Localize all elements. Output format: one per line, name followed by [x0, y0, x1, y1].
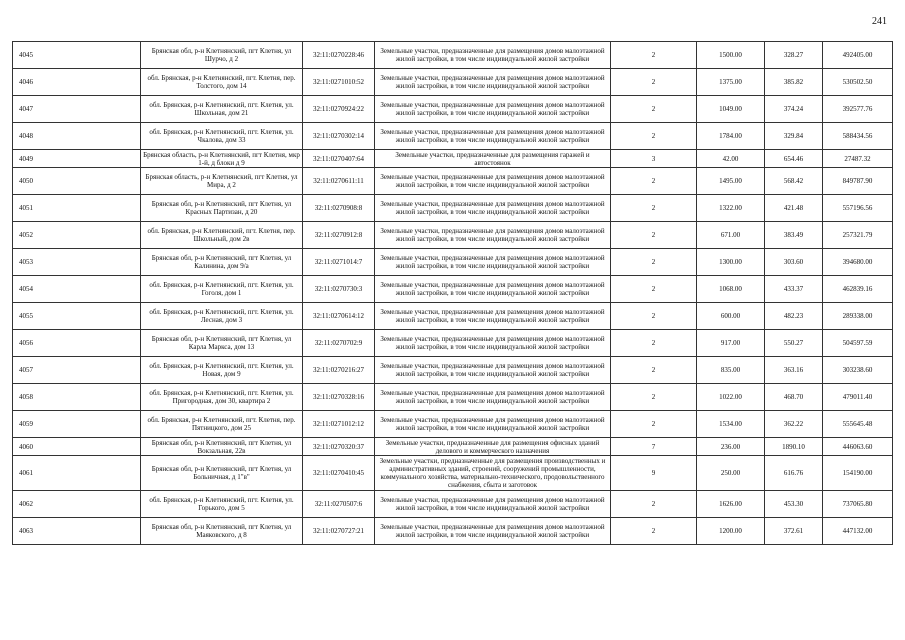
table-row: [13, 168, 893, 195]
address-cell: Брянская обл, р-н Клетнянский, пгт Клетня, ул Вокзальная, 22в: [141, 438, 303, 456]
cadastral-value-cell: 392577.76: [823, 96, 893, 123]
row-number-cell: 4051: [13, 195, 141, 222]
land-use-cell: Земельные участки, предназначенные для размещения домов малоэтажной жилой застройки, в том числе индивидуальной жилой застройки: [375, 195, 611, 222]
specific-value-cell: 433.37: [765, 276, 823, 303]
specific-value-cell: 374.24: [765, 96, 823, 123]
cadastral-value-cell: 394680.00: [823, 249, 893, 276]
address-cell: обл. Брянская, р-н Клетнянский, пгт. Клетня, пер. Пятницкого, дом 25: [141, 411, 303, 438]
land-use-cell: Земельные участки, предназначенные для размещения домов малоэтажной жилой застройки, в том числе индивидуальной жилой застройки: [375, 249, 611, 276]
address-cell: обл. Брянская, р-н Клетнянский, пгт. Клетня, пер. Школьный, дом 2в: [141, 222, 303, 249]
address-cell: Брянская обл, р-н Клетнянский, пгт Клетня, ул Шурчо, д 2: [141, 42, 303, 69]
land-use-cell: Земельные участки, предназначенные для размещения производственных и административных зданий, строений, сооружений промышленности, коммунального хозяйства, материально-технического, продовольственного снабжения, сбыта и заготовок: [375, 456, 611, 491]
table-row: [13, 222, 893, 249]
table-row: [13, 96, 893, 123]
cadastral-number-cell: 32:11:0270908:8: [303, 195, 375, 222]
table-row: [13, 384, 893, 411]
cadastral-value-cell: 257321.79: [823, 222, 893, 249]
group-cell: 3: [611, 150, 697, 168]
area-cell: 1534.00: [697, 411, 765, 438]
specific-value-cell: 654.46: [765, 150, 823, 168]
row-number-cell: 4058: [13, 384, 141, 411]
address-cell: Брянская обл, р-н Клетнянский, пгт Клетня, ул Красных Партизан, д 20: [141, 195, 303, 222]
cadastral-value-cell: 479011.40: [823, 384, 893, 411]
area-cell: 671.00: [697, 222, 765, 249]
specific-value-cell: 468.70: [765, 384, 823, 411]
area-cell: 250.00: [697, 456, 765, 491]
address-cell: обл. Брянская, р-н Клетнянский, пгт. Клетня, ул. Школьная, дом 21: [141, 96, 303, 123]
table-row: [13, 438, 893, 456]
row-number-cell: 4046: [13, 69, 141, 96]
group-cell: 2: [611, 303, 697, 330]
address-cell: обл. Брянская, р-н Клетнянский, пгт. Клетня, ул. Лесная, дом 3: [141, 303, 303, 330]
group-cell: 2: [611, 96, 697, 123]
cadastral-value-cell: 849787.90: [823, 168, 893, 195]
area-cell: 1068.00: [697, 276, 765, 303]
table-row: [13, 276, 893, 303]
specific-value-cell: 372.61: [765, 518, 823, 545]
cadastral-value-cell: 737065.80: [823, 491, 893, 518]
specific-value-cell: 568.42: [765, 168, 823, 195]
cadastral-number-cell: 32:11:0270228:46: [303, 42, 375, 69]
cadastral-number-cell: 32:11:0270611:11: [303, 168, 375, 195]
area-cell: 1300.00: [697, 249, 765, 276]
specific-value-cell: 329.84: [765, 123, 823, 150]
row-number-cell: 4053: [13, 249, 141, 276]
address-cell: обл. Брянская, р-н Клетнянский, пгт. Клетня, ул. Пригородная, дом 30, квартира 2: [141, 384, 303, 411]
area-cell: 1200.00: [697, 518, 765, 545]
address-cell: Брянская обл, р-н Клетнянский, пгт Клетня, ул Карла Маркса, дом 13: [141, 330, 303, 357]
land-use-cell: Земельные участки, предназначенные для размещения домов малоэтажной жилой застройки, в том числе индивидуальной жилой застройки: [375, 384, 611, 411]
table-row: [13, 330, 893, 357]
group-cell: 2: [611, 357, 697, 384]
row-number-cell: 4049: [13, 150, 141, 168]
land-use-cell: Земельные участки, предназначенные для размещения домов малоэтажной жилой застройки, в том числе индивидуальной жилой застройки: [375, 411, 611, 438]
group-cell: 2: [611, 330, 697, 357]
table-row: [13, 456, 893, 491]
cadastral-value-cell: 462839.16: [823, 276, 893, 303]
cadastral-number-cell: 32:11:0271010:52: [303, 69, 375, 96]
group-cell: 2: [611, 491, 697, 518]
cadastral-number-cell: 32:11:0270328:16: [303, 384, 375, 411]
row-number-cell: 4057: [13, 357, 141, 384]
group-cell: 2: [611, 42, 697, 69]
cadastral-value-cell: 154190.00: [823, 456, 893, 491]
address-cell: обл. Брянская, р-н Клетнянский, пгт. Клетня, пер. Толстого, дом 14: [141, 69, 303, 96]
group-cell: 2: [611, 384, 697, 411]
group-cell: 2: [611, 69, 697, 96]
area-cell: 835.00: [697, 357, 765, 384]
land-use-cell: Земельные участки, предназначенные для размещения гаражей и автостоянок: [375, 150, 611, 168]
land-use-cell: Земельные участки, предназначенные для размещения домов малоэтажной жилой застройки, в том числе индивидуальной жилой застройки: [375, 330, 611, 357]
land-use-cell: Земельные участки, предназначенные для размещения домов малоэтажной жилой застройки, в том числе индивидуальной жилой застройки: [375, 222, 611, 249]
cadastral-value-cell: 504597.59: [823, 330, 893, 357]
table-row: [13, 518, 893, 545]
specific-value-cell: 385.82: [765, 69, 823, 96]
row-number-cell: 4060: [13, 438, 141, 456]
cadastral-value-table: [12, 41, 893, 545]
land-use-cell: Земельные участки, предназначенные для размещения домов малоэтажной жилой застройки, в том числе индивидуальной жилой застройки: [375, 168, 611, 195]
specific-value-cell: 616.76: [765, 456, 823, 491]
row-number-cell: 4050: [13, 168, 141, 195]
group-cell: 2: [611, 518, 697, 545]
cadastral-value-cell: 588434.56: [823, 123, 893, 150]
group-cell: 2: [611, 222, 697, 249]
land-use-cell: Земельные участки, предназначенные для размещения домов малоэтажной жилой застройки, в том числе индивидуальной жилой застройки: [375, 303, 611, 330]
row-number-cell: 4047: [13, 96, 141, 123]
cadastral-value-cell: 289338.00: [823, 303, 893, 330]
cadastral-value-cell: 492405.00: [823, 42, 893, 69]
cadastral-value-cell: 27487.32: [823, 150, 893, 168]
cadastral-number-cell: 32:11:0270614:12: [303, 303, 375, 330]
table-row: [13, 150, 893, 168]
land-use-cell: Земельные участки, предназначенные для размещения домов малоэтажной жилой застройки, в том числе индивидуальной жилой застройки: [375, 69, 611, 96]
cadastral-value-cell: 446063.60: [823, 438, 893, 456]
area-cell: 917.00: [697, 330, 765, 357]
land-use-cell: Земельные участки, предназначенные для размещения домов малоэтажной жилой застройки, в том числе индивидуальной жилой застройки: [375, 491, 611, 518]
page-number: 241: [872, 16, 887, 27]
area-cell: 1375.00: [697, 69, 765, 96]
specific-value-cell: 383.49: [765, 222, 823, 249]
area-cell: 236.00: [697, 438, 765, 456]
table-row: [13, 249, 893, 276]
specific-value-cell: 303.60: [765, 249, 823, 276]
row-number-cell: 4063: [13, 518, 141, 545]
cadastral-number-cell: 32:11:0270216:27: [303, 357, 375, 384]
table-row: [13, 357, 893, 384]
specific-value-cell: 362.22: [765, 411, 823, 438]
cadastral-number-cell: 32:11:0270727:21: [303, 518, 375, 545]
row-number-cell: 4052: [13, 222, 141, 249]
cadastral-number-cell: 32:11:0270407:64: [303, 150, 375, 168]
address-cell: обл. Брянская, р-н Клетнянский, пгт. Клетня, ул. Гоголя, дом 1: [141, 276, 303, 303]
area-cell: 1049.00: [697, 96, 765, 123]
group-cell: 2: [611, 123, 697, 150]
cadastral-number-cell: 32:11:0270924:22: [303, 96, 375, 123]
cadastral-number-cell: 32:11:0270730:3: [303, 276, 375, 303]
specific-value-cell: 482.23: [765, 303, 823, 330]
table-row: [13, 491, 893, 518]
group-cell: 7: [611, 438, 697, 456]
group-cell: 2: [611, 168, 697, 195]
row-number-cell: 4059: [13, 411, 141, 438]
table-row: [13, 303, 893, 330]
area-cell: 600.00: [697, 303, 765, 330]
cadastral-value-cell: 555645.48: [823, 411, 893, 438]
table-row: [13, 195, 893, 222]
row-number-cell: 4048: [13, 123, 141, 150]
cadastral-number-cell: 32:11:0271012:12: [303, 411, 375, 438]
area-cell: 42.00: [697, 150, 765, 168]
group-cell: 2: [611, 195, 697, 222]
area-cell: 1626.00: [697, 491, 765, 518]
cadastral-number-cell: 32:11:0271014:7: [303, 249, 375, 276]
area-cell: 1784.00: [697, 123, 765, 150]
land-use-cell: Земельные участки, предназначенные для размещения домов малоэтажной жилой застройки, в том числе индивидуальной жилой застройки: [375, 518, 611, 545]
address-cell: обл. Брянская, р-н Клетнянский, пгт. Клетня, ул. Новая, дом 9: [141, 357, 303, 384]
specific-value-cell: 550.27: [765, 330, 823, 357]
address-cell: Брянская обл, р-н Клетнянский, пгт Клетня, ул Больничная, д 1"в": [141, 456, 303, 491]
specific-value-cell: 328.27: [765, 42, 823, 69]
address-cell: Брянская обл, р-н Клетнянский, пгт Клетня, ул Калинина, дом 9/а: [141, 249, 303, 276]
cadastral-value-cell: 447132.00: [823, 518, 893, 545]
land-use-cell: Земельные участки, предназначенные для размещения домов малоэтажной жилой застройки, в том числе индивидуальной жилой застройки: [375, 42, 611, 69]
address-cell: обл. Брянская, р-н Клетнянский, пгт. Клетня, ул. Горького, дом 5: [141, 491, 303, 518]
land-use-cell: Земельные участки, предназначенные для размещения домов малоэтажной жилой застройки, в том числе индивидуальной жилой застройки: [375, 96, 611, 123]
cadastral-number-cell: 32:11:0270410:45: [303, 456, 375, 491]
row-number-cell: 4061: [13, 456, 141, 491]
specific-value-cell: 363.16: [765, 357, 823, 384]
row-number-cell: 4054: [13, 276, 141, 303]
land-use-cell: Земельные участки, предназначенные для размещения офисных зданий делового и коммерческого назначения: [375, 438, 611, 456]
group-cell: 2: [611, 411, 697, 438]
area-cell: 1322.00: [697, 195, 765, 222]
group-cell: 2: [611, 276, 697, 303]
area-cell: 1495.00: [697, 168, 765, 195]
address-cell: обл. Брянская, р-н Клетнянский, пгт. Клетня, ул. Чкалова, дом 33: [141, 123, 303, 150]
land-use-cell: Земельные участки, предназначенные для размещения домов малоэтажной жилой застройки, в том числе индивидуальной жилой застройки: [375, 357, 611, 384]
address-cell: Брянская область, р-н Клетнянский, пгт Клетня, мкр 1-й, д блоки д 9: [141, 150, 303, 168]
group-cell: 9: [611, 456, 697, 491]
address-cell: Брянская обл, р-н Клетнянский, пгт Клетня, ул Маяковского, д 8: [141, 518, 303, 545]
row-number-cell: 4062: [13, 491, 141, 518]
cadastral-number-cell: 32:11:0270507:6: [303, 491, 375, 518]
row-number-cell: 4045: [13, 42, 141, 69]
address-cell: Брянская область, р-н Клетнянский, пгт Клетня, ул Мира, д 2: [141, 168, 303, 195]
cadastral-number-cell: 32:11:0270302:14: [303, 123, 375, 150]
table-row: [13, 69, 893, 96]
row-number-cell: 4055: [13, 303, 141, 330]
cadastral-number-cell: 32:11:0270702:9: [303, 330, 375, 357]
cadastral-number-cell: 32:11:0270912:8: [303, 222, 375, 249]
area-cell: 1022.00: [697, 384, 765, 411]
cadastral-value-cell: 557196.56: [823, 195, 893, 222]
cadastral-value-cell: 303238.60: [823, 357, 893, 384]
table-row: [13, 42, 893, 69]
area-cell: 1500.00: [697, 42, 765, 69]
table-row: [13, 123, 893, 150]
row-number-cell: 4056: [13, 330, 141, 357]
specific-value-cell: 1890.10: [765, 438, 823, 456]
group-cell: 2: [611, 249, 697, 276]
table-row: [13, 411, 893, 438]
specific-value-cell: 421.48: [765, 195, 823, 222]
cadastral-value-cell: 530502.50: [823, 69, 893, 96]
cadastral-number-cell: 32:11:0270320:37: [303, 438, 375, 456]
land-use-cell: Земельные участки, предназначенные для размещения домов малоэтажной жилой застройки, в том числе индивидуальной жилой застройки: [375, 123, 611, 150]
specific-value-cell: 453.30: [765, 491, 823, 518]
land-use-cell: Земельные участки, предназначенные для размещения домов малоэтажной жилой застройки, в том числе индивидуальной жилой застройки: [375, 276, 611, 303]
